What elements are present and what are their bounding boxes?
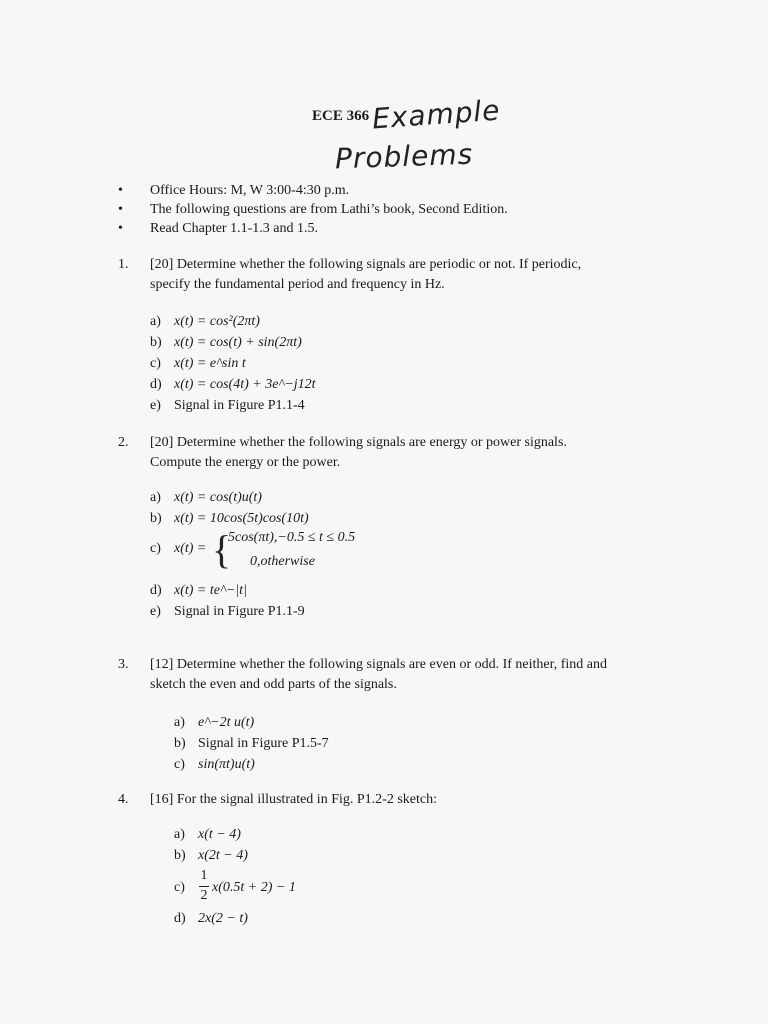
- bullet-icon: •: [118, 202, 123, 217]
- question-3: [118, 655, 607, 695]
- question-text-cont: specify the fundamental period and frequency in Hz.: [150, 277, 445, 292]
- handwritten-example: Example: [371, 93, 502, 136]
- piecewise-case-2: 0,otherwise: [250, 554, 315, 569]
- list-item: b) x(2t − 4): [174, 848, 248, 863]
- fraction-bar: [199, 886, 209, 887]
- list-item: b) x(t) = cos(t) + sin(2πt): [150, 335, 302, 350]
- question-2-items: [150, 487, 309, 529]
- list-item: e) Signal in Figure P1.1-9: [150, 604, 305, 619]
- question-number: 1.: [118, 257, 129, 272]
- course-title: ECE 366: [312, 108, 370, 124]
- list-item: b) Signal in Figure P1.5-7: [174, 736, 329, 751]
- list-item: a) x(t − 4): [174, 827, 241, 842]
- question-number: 3.: [118, 657, 129, 672]
- question-text-cont: Compute the energy or the power.: [150, 455, 341, 470]
- list-item: d) x(t) = te^−|t|: [150, 583, 247, 598]
- question-2: [118, 433, 567, 473]
- handwritten-problems: Problems: [334, 137, 474, 176]
- list-item: c) x(t) = e^sin t: [150, 356, 246, 371]
- question-number: 4.: [118, 792, 129, 807]
- piecewise-lhs: x(t) =: [174, 541, 207, 556]
- list-item: b) x(t) = 10cos(5t)cos(10t): [150, 511, 309, 526]
- list-item: a) x(t) = cos²(2πt): [150, 314, 260, 329]
- list-item: d) x(t) = cos(4t) + 3e^−j12t: [150, 377, 316, 392]
- question-1: [118, 255, 581, 295]
- fraction-rest: x(0.5t + 2) − 1: [212, 880, 296, 895]
- question-text-cont: sketch the even and odd parts of the signals.: [150, 677, 397, 692]
- list-item: c) sin(πt)u(t): [174, 757, 255, 772]
- bullet-icon: •: [118, 183, 123, 198]
- list-item: a) e^−2t u(t): [174, 715, 255, 730]
- bullet-icon: •: [118, 221, 123, 236]
- question-3-items: [174, 712, 329, 775]
- question-text: [20] Determine whether the following signals are periodic or not. If periodic,: [150, 257, 582, 272]
- list-item: a) x(t) = cos(t)u(t): [150, 490, 262, 505]
- question-number: 2.: [118, 435, 129, 450]
- fraction-denominator: 2: [200, 888, 208, 903]
- bullet-item: • Read Chapter 1.1-1.3 and 1.5.: [118, 221, 318, 236]
- bullet-item: • The following questions are from Lathi’s book, Second Edition.: [118, 202, 508, 217]
- left-brace-icon: {: [212, 527, 232, 572]
- list-item: e) Signal in Figure P1.1-4: [150, 398, 305, 413]
- piecewise-case-1: 5cos(πt),−0.5 ≤ t ≤ 0.5: [228, 530, 356, 545]
- list-item-fraction-label: c): [174, 880, 185, 895]
- bullet-list: [118, 181, 508, 238]
- question-1-items: [150, 311, 316, 416]
- question-4: [118, 790, 437, 810]
- question-text: [20] Determine whether the following signals are energy or power signals.: [150, 435, 567, 450]
- question-4-items: [174, 824, 248, 866]
- question-4-items-rest: [174, 908, 248, 929]
- question-text: [16] For the signal illustrated in Fig. P1.2-2 sketch:: [150, 792, 437, 807]
- question-text: [12] Determine whether the following signals are even or odd. If neither, find and: [150, 657, 608, 672]
- fraction-numerator: 1: [200, 868, 208, 883]
- list-item: d) 2x(2 − t): [174, 911, 248, 926]
- question-2-items-rest: [150, 580, 305, 622]
- list-item-piecewise-label: c): [150, 541, 161, 556]
- bullet-item: • Office Hours: M, W 3:00-4:30 p.m.: [118, 183, 350, 198]
